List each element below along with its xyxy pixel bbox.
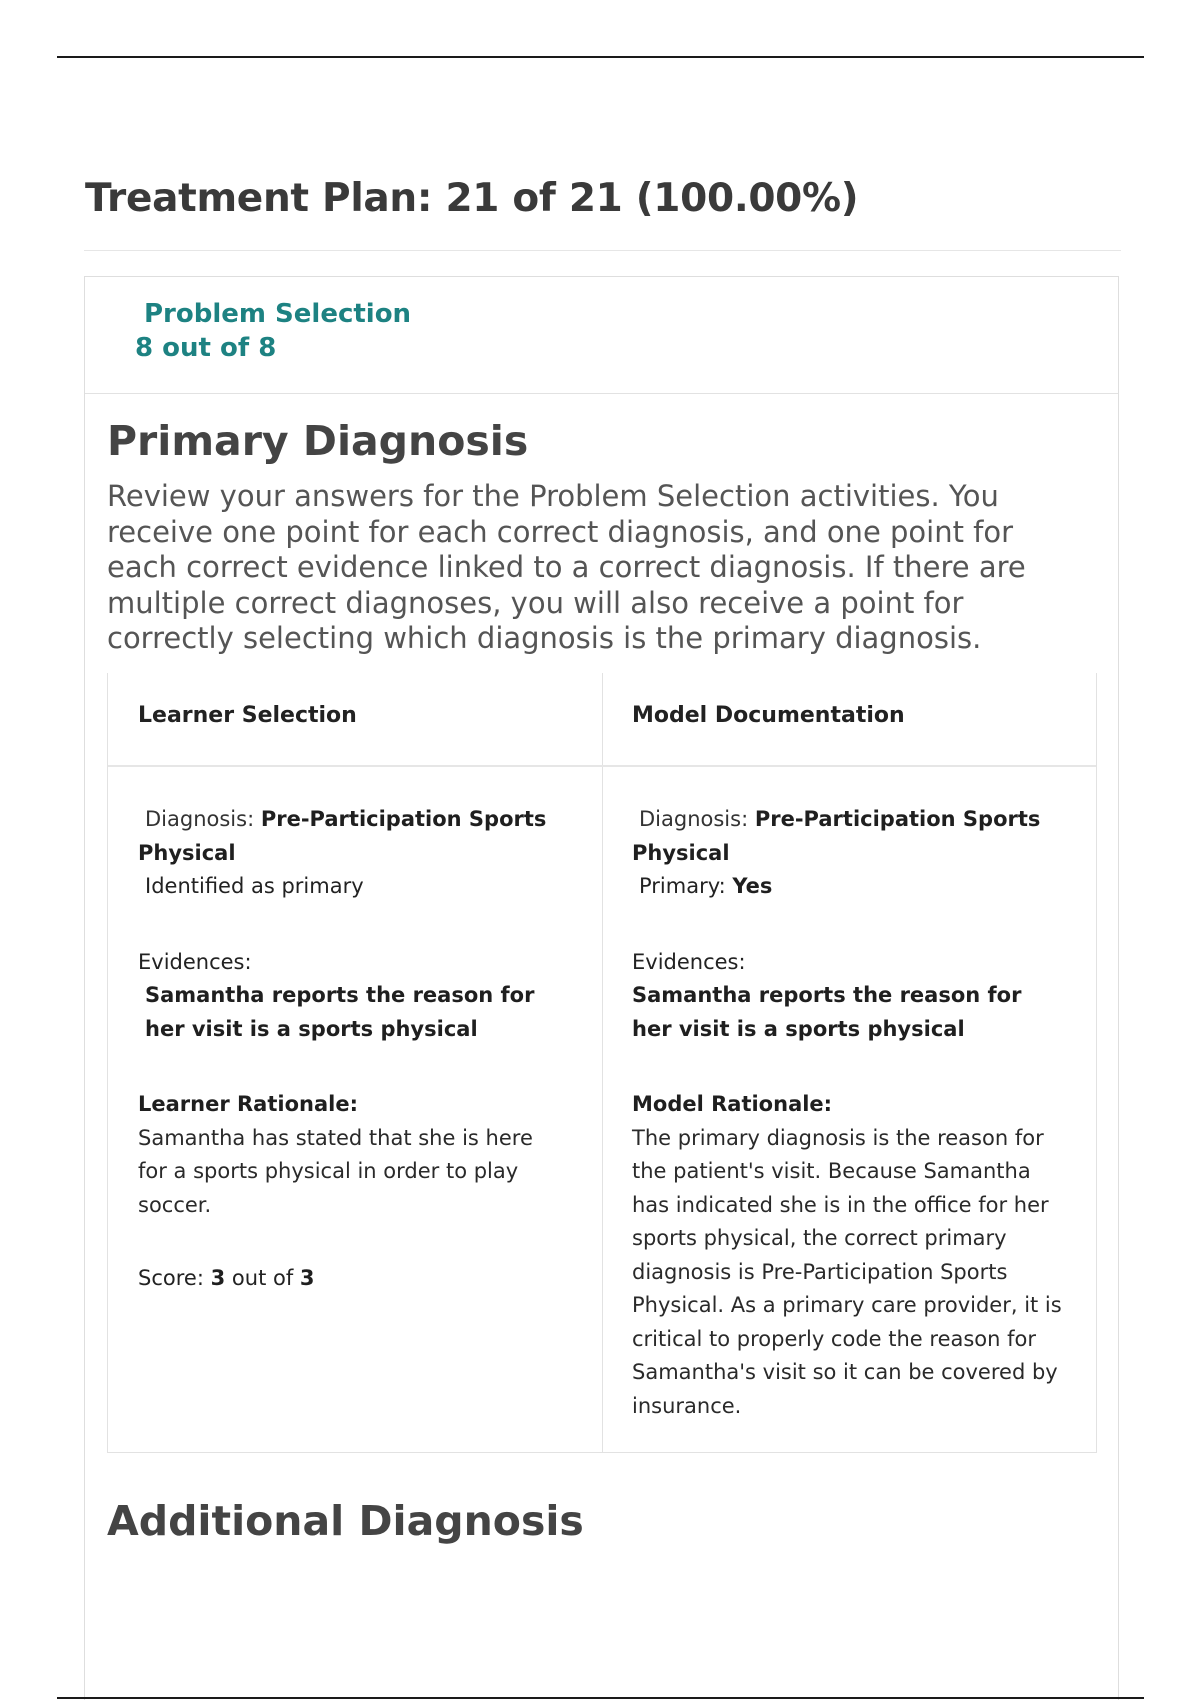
- learner-column: [138, 803, 568, 1296]
- learner-diagnosis-label: Diagnosis:: [145, 807, 255, 831]
- comparison-table: [107, 673, 1097, 1453]
- model-primary-value: Yes: [732, 874, 773, 898]
- section-name: Problem Selection: [144, 299, 412, 329]
- model-primary-label: Primary:: [639, 874, 726, 898]
- learner-score-value: 3: [210, 1266, 226, 1290]
- learner-score-label: Score:: [138, 1266, 204, 1290]
- learner-primary-note: Identified as primary: [145, 874, 364, 898]
- page-cutoff: [85, 1567, 1118, 1701]
- learner-score-total: 3: [299, 1266, 315, 1290]
- learner-evidence: Samantha reports the reason for her visit is a sports physical: [145, 983, 535, 1041]
- model-column: [632, 803, 1062, 1423]
- learner-diagnosis-value: Pre-Participation Sports Physical: [138, 807, 547, 865]
- learner-score: [138, 1262, 568, 1296]
- top-page-rule: [57, 56, 1144, 58]
- model-documentation-header: Model Documentation: [632, 703, 905, 728]
- model-evidence: Samantha reports the reason for her visit is a sports physical: [632, 983, 1022, 1041]
- model-diagnosis-label: Diagnosis:: [639, 807, 749, 831]
- model-rationale: The primary diagnosis is the reason for the patient's visit. Because Samantha has indicated she is in the office for her sports physical, the correct primary diagnosis is Pre-Participation Sports Physical. As a primary care provider, it is critical to properly code the reason for Samantha's visit so it can be covered by insurance.: [632, 1125, 1062, 1418]
- learner-diagnosis: [138, 803, 568, 870]
- section-score: 8 out of 8: [135, 333, 277, 363]
- problem-selection-card: [84, 276, 1119, 1700]
- model-primary: [632, 870, 1062, 904]
- model-diagnosis: [632, 803, 1062, 870]
- column-divider: [602, 673, 603, 1452]
- model-diagnosis-value: Pre-Participation Sports Physical: [632, 807, 1041, 865]
- model-evidences-label: Evidences:: [632, 949, 746, 974]
- additional-diagnosis-heading: Additional Diagnosis: [107, 1497, 584, 1545]
- page-title: Treatment Plan: 21 of 21 (100.00%): [85, 176, 859, 221]
- bottom-page-rule: [57, 1697, 1144, 1699]
- primary-diagnosis-heading: Primary Diagnosis: [107, 417, 529, 465]
- learner-rationale: Samantha has stated that she is here for a sports physical in order to play soccer.: [138, 1125, 533, 1217]
- learner-evidences-label: Evidences:: [138, 949, 252, 974]
- header-divider: [108, 765, 1096, 767]
- title-divider: [84, 250, 1121, 251]
- primary-diagnosis-intro: Review your answers for the Problem Selection activities. You receive one point for each correct diagnosis, and one point for each correct evidence linked to a correct diagnosis. If there are multiple correct diagnoses, you will also receive a point for correctly selecting which diagnosis is the primary diagnosis.: [107, 479, 1026, 655]
- learner-rationale-label: Learner Rationale:: [138, 1092, 358, 1116]
- learner-score-mid: out of: [231, 1266, 294, 1290]
- card-header: [85, 277, 1118, 394]
- learner-selection-header: Learner Selection: [138, 703, 357, 728]
- model-rationale-label: Model Rationale:: [632, 1092, 833, 1116]
